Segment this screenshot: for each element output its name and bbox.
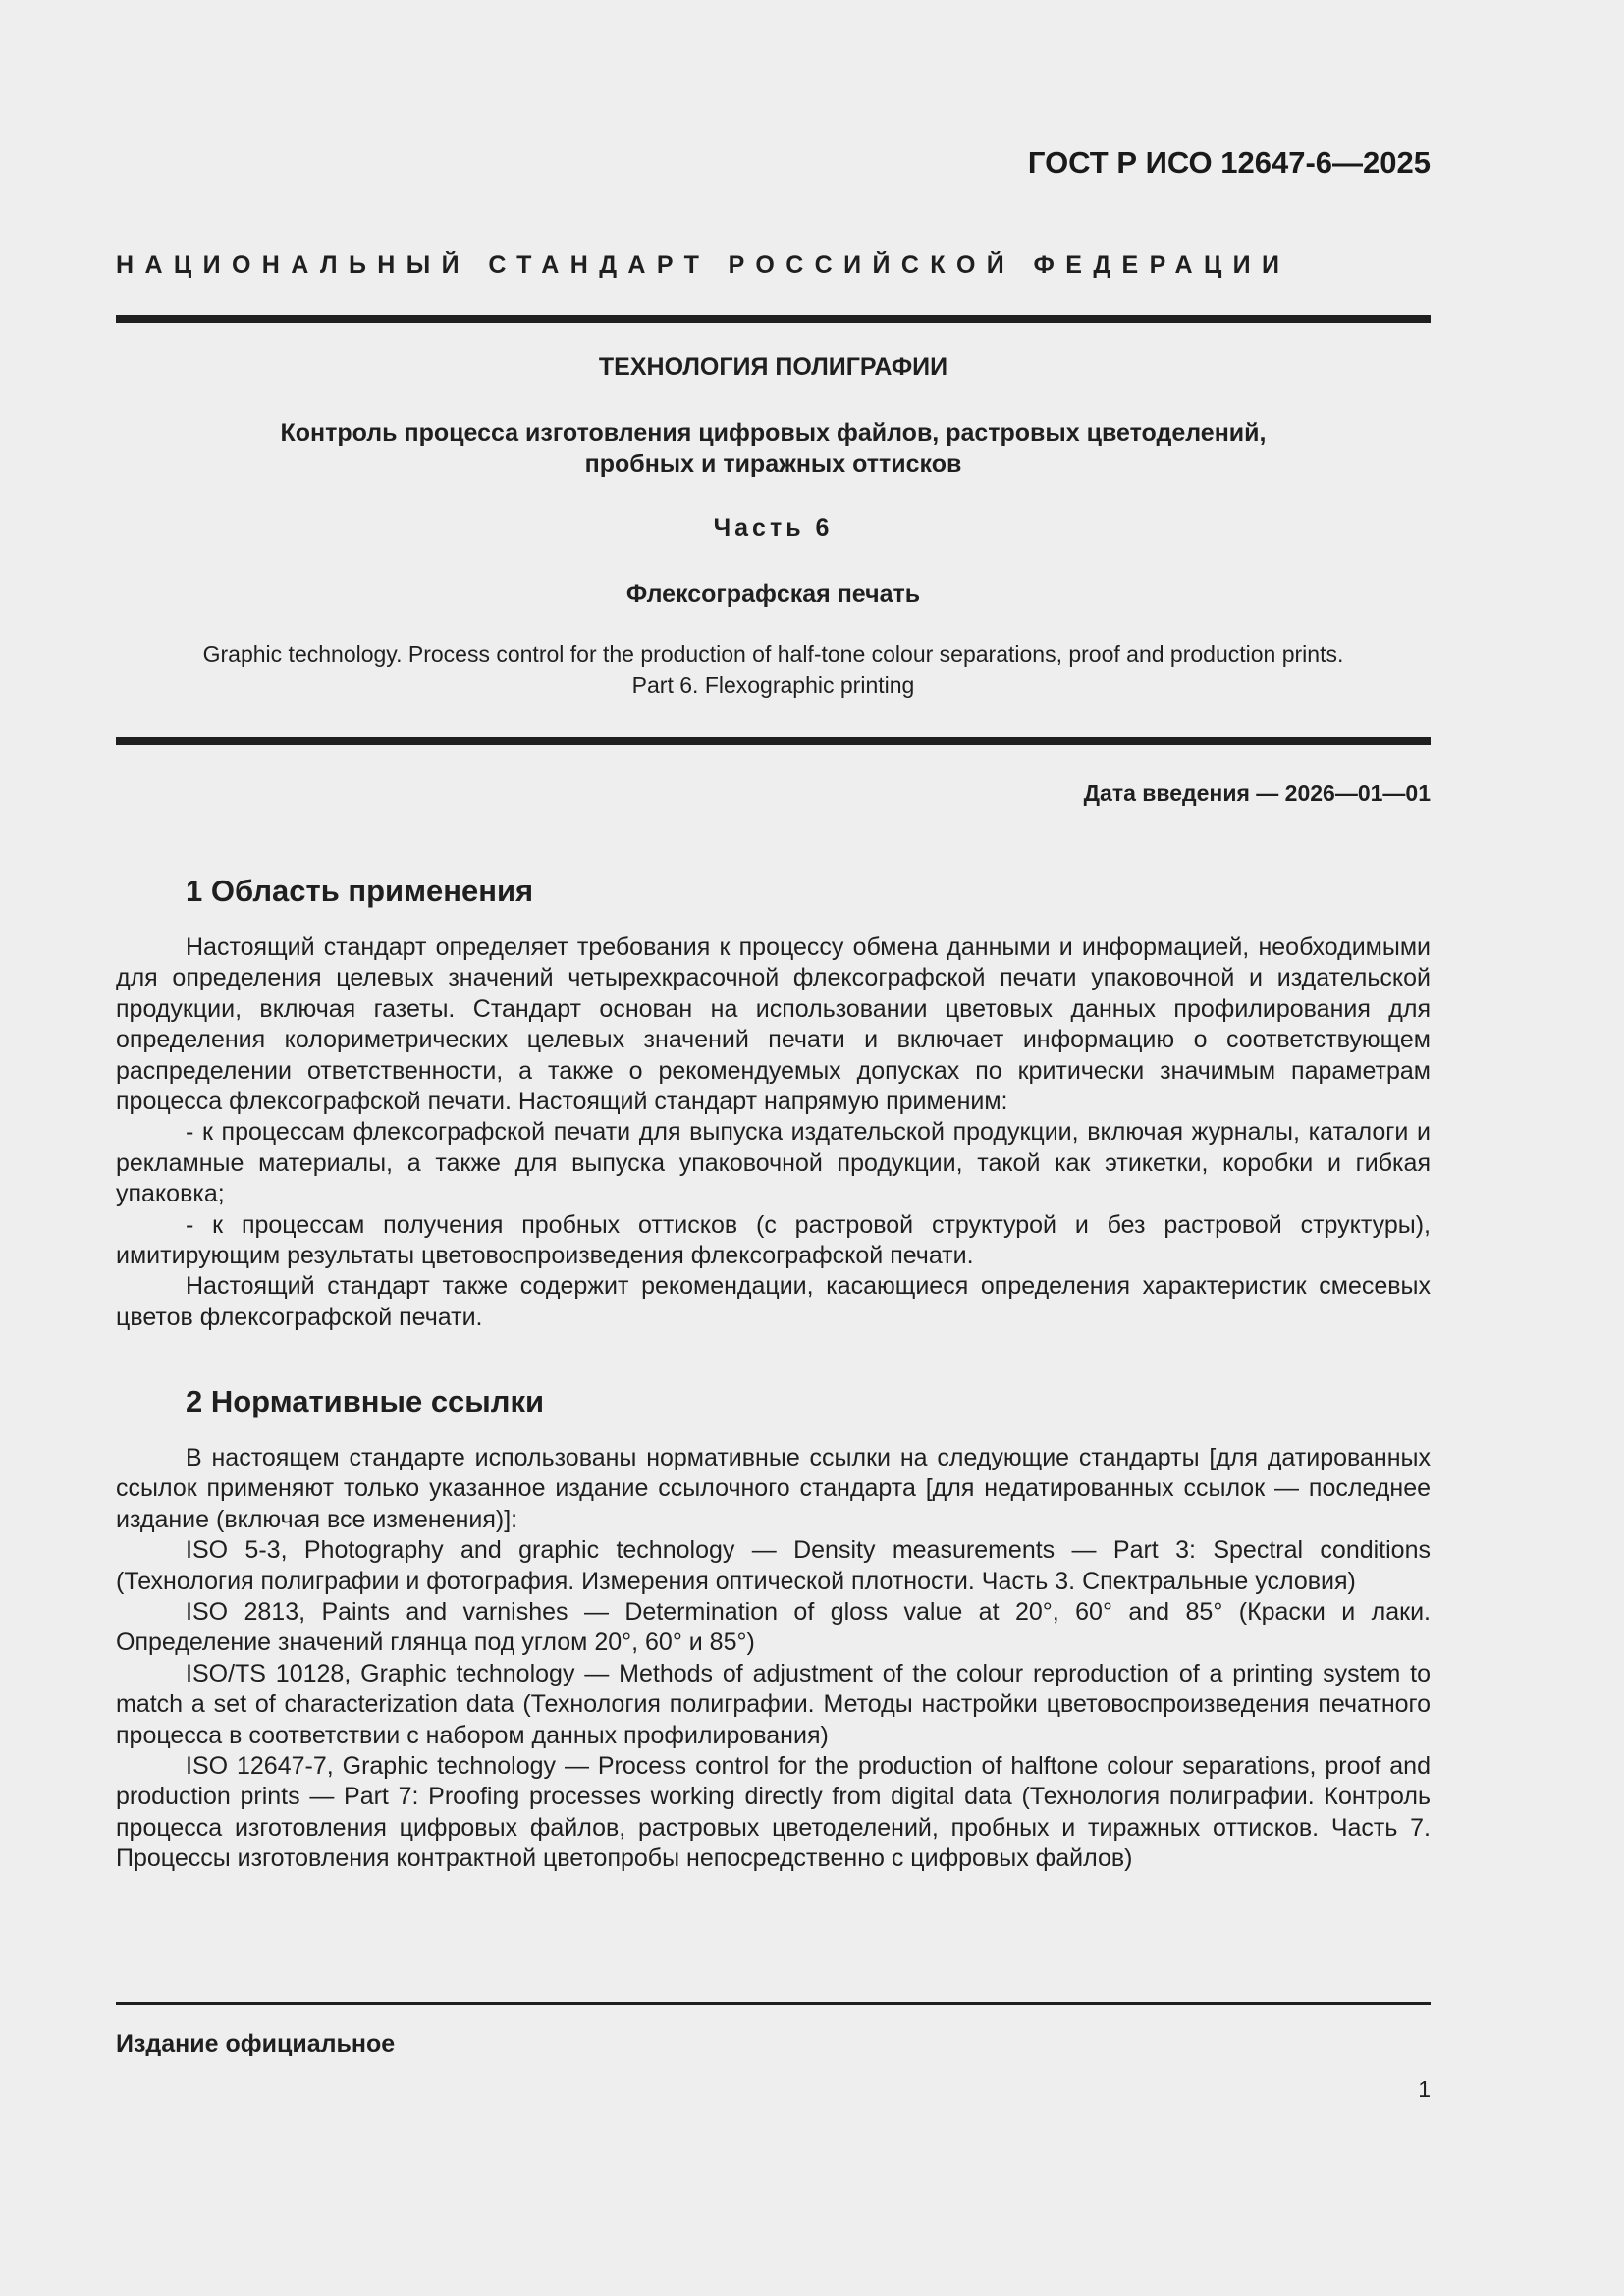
introduction-date: Дата введения — 2026—01—01: [1083, 780, 1431, 806]
top-rule: [116, 315, 1431, 323]
section-1-paragraph: Настоящий стандарт также содержит рекомендации, касающиеся определения характеристик смесевых цветов флексографской печати.: [116, 1272, 1431, 1331]
part-name: Флексографская печать: [625, 580, 921, 608]
standard-title: ТЕХНОЛОГИЯ ПОЛИГРАФИИ: [598, 353, 948, 381]
english-title-line2: Part 6. Flexographic printing: [631, 672, 915, 698]
section-2-heading: 2 Нормативные ссылки: [186, 1384, 545, 1418]
standard-subtitle-line1: Контроль процесса изготовления цифровых файлов, растровых цветоделений,: [280, 419, 1267, 447]
section-1-list-item: - к процессам флексографской печати для выпуска издательской продукции, включая журналы, каталоги и рекламные материалы, а также для выпуска упаковочной продукции, такой как этикетки, коробки и гибкая упаковка;: [116, 1118, 1431, 1208]
footer-rule: [116, 2002, 1431, 2005]
section-1-paragraph: Настоящий стандарт определяет требования к процессу обмена данными и информацией, необходимыми для определения целевых значений четырехкрасочной флексографской печати упаковочной и издательской продукции, включая газеты. Стандарт основан на использовании цветовых данных профилирования для определения колориметрических целевых значений печати и включает информацию о соответствующем распределении ответственности, а также о рекомендуемых допусках по критически значимым параметрам процесса флексографской печати. Настоящий стандарт напрямую применим:: [116, 934, 1431, 1116]
official-edition-label: Издание официальное: [116, 2030, 396, 2057]
english-title: [86, 638, 1460, 701]
title-bottom-rule: [116, 737, 1431, 745]
document-code: ГОСТ Р ИСО 12647-6—2025: [1027, 145, 1431, 180]
reference-item: ISO/TS 10128, Graphic technology — Methods of adjustment of the colour reproduction of a printing system to match a set of characterization data (Технология полиграфии. Методы настройки цветовоспроизведения печатного процесса в соответствии с набором данных профилирования): [116, 1659, 1431, 1749]
standard-subtitle-line2: пробных и тиражных оттисков: [584, 451, 962, 478]
reference-item: ISO 2813, Paints and varnishes — Determination of gloss value at 20°, 60° and 85° (Краски и лаки. Определение значений глянца под углом 20°, 60° и 85°): [116, 1598, 1431, 1657]
section-1-list-item: - к процессам получения пробных оттисков (с растровой структурой и без растровой структуры), имитирующим результаты цветовоспроизведения флексографской печати.: [116, 1210, 1431, 1270]
reference-item: ISO 12647-7, Graphic technology — Process control for the production of halftone colour separations, proof and production prints — Part 7: Proofing processes working directly from digital data (Технология полиграфии. Контроль процесса изготовления цифровых файлов, растровых цветоделений, пробных и тиражных оттисков. Часть 7. Процессы изготовления контрактной цветопробы непосредственно с цифровых файлов): [116, 1752, 1431, 1873]
section-1-heading: 1 Область применения: [186, 874, 534, 908]
part-number: Часть 6: [713, 514, 834, 542]
national-standard-banner: НАЦИОНАЛЬНЫЙ СТАНДАРТ РОССИЙСКОЙ ФЕДЕРАЦИИ: [116, 251, 1291, 279]
page-number: 1: [1418, 2076, 1431, 2102]
standard-subtitle: [116, 417, 1431, 480]
section-1-body: [116, 933, 1431, 1333]
reference-item: ISO 5-3, Photography and graphic technology — Density measurements — Part 3: Spectral conditions (Технология полиграфии и фотография. Измерения оптической плотности. Часть 3. Спектральные условия): [116, 1536, 1431, 1595]
english-title-line1: Graphic technology. Process control for the production of half-tone colour separations, proof and production prints.: [202, 641, 1344, 667]
section-2-body: [116, 1443, 1431, 1875]
section-2-paragraph: В настоящем стандарте использованы нормативные ссылки на следующие стандарты [для датированных ссылок применяют только указанное издание ссылочного стандарта [для недатированных ссылок — последнее издание (включая все изменения)]:: [116, 1444, 1431, 1533]
